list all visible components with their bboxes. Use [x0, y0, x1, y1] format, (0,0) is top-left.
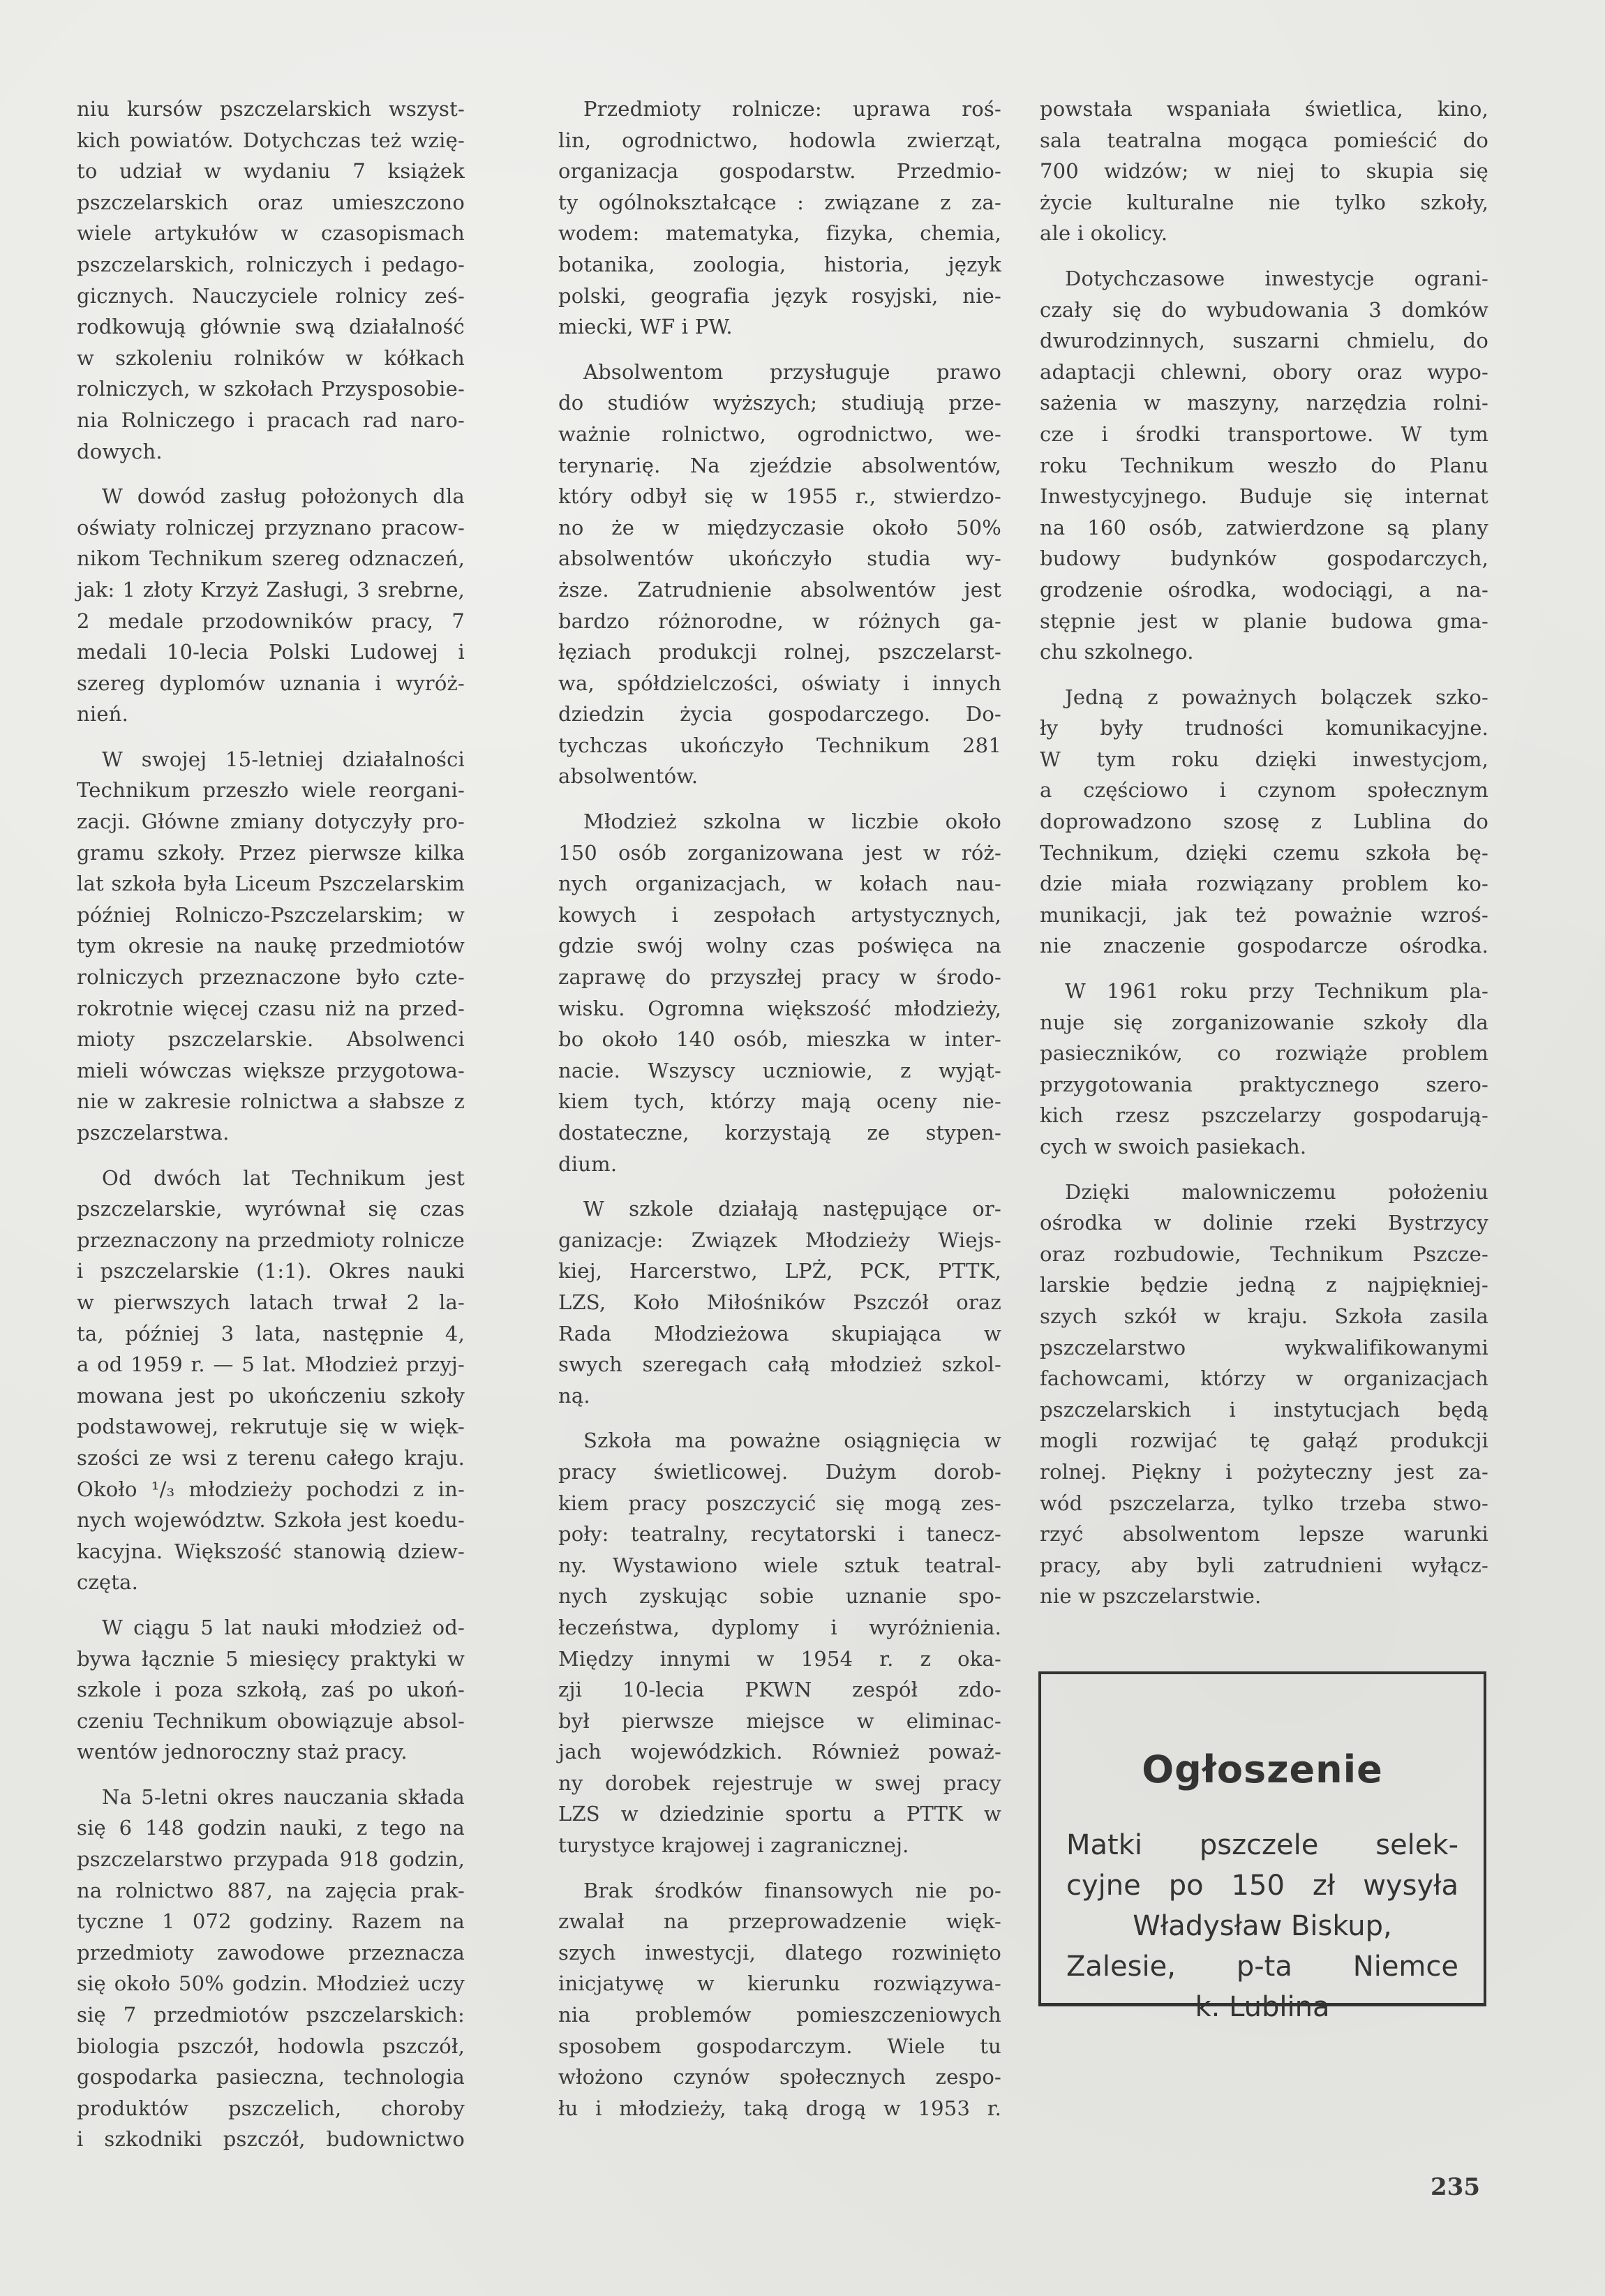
text-line: jach wojewódzkich. Również poważ- [558, 1740, 1001, 1764]
text-line: 700 widzów; w niej to skupia się [1040, 159, 1488, 184]
text-line: szereg dyplomów uznania i wyróż- [77, 671, 465, 695]
text-line: czały się do wybudowania 3 domków [1040, 297, 1488, 322]
text-line: jak: 1 złoty Krzyż Zasługi, 3 srebrne, [77, 577, 465, 602]
text-line: rolnej. Piękny i pożyteczny jest za- [1040, 1459, 1488, 1484]
text-line: W dowód zasług położonych dla [102, 484, 465, 509]
text-line: się około 50% godzin. Młodzież uczy [77, 1971, 465, 1996]
text-line: czeniu Technikum obowiązuje absol- [77, 1708, 465, 1733]
text-line: organizacja gospodarstw. Przedmio- [558, 159, 1001, 184]
text-line: kich rzesz pszczelarzy gospodarują- [1040, 1103, 1488, 1128]
text-line: Rada Młodzieżowa skupiająca w [558, 1321, 1001, 1345]
text-line: kiem pracy poszczycić się mogą zes- [558, 1491, 1001, 1515]
text-line: stępnie jest w planie budowa gma- [1040, 609, 1488, 633]
text-line: pszczelarskie, wyrównał się czas [77, 1197, 465, 1221]
text-line: W ciągu 5 lat nauki młodzież od- [102, 1615, 465, 1639]
text-line: na 160 osób, zatwierdzone są plany [1040, 515, 1488, 539]
text-line: rodkowują głównie swą działalność [77, 315, 465, 339]
text-line: sala teatralna mogąca pomieścić do [1040, 128, 1488, 152]
text-line: mieli wówczas większe przygotowa- [77, 1058, 465, 1082]
text-line: nuje się zorganizowanie szkoły dla [1040, 1010, 1488, 1034]
text-line: tychczas ukończyło Technikum 281 [558, 733, 1001, 757]
text-line: Między innymi w 1954 r. z oka- [558, 1646, 1001, 1671]
text-line: nych województw. Szkoła jest koedu- [77, 1508, 465, 1533]
text-line: tyczne 1 072 godziny. Razem na [77, 1909, 465, 1934]
paragraph [77, 481, 465, 730]
text-line: inicjatywę w kierunku rozwiązywa- [558, 1971, 1001, 1996]
text-line: Na 5-letni okres nauczania składa [102, 1784, 465, 1809]
text-line: Młodzież szkolna w liczbie około [583, 810, 1001, 834]
text-line: ły były trudności komunikacyjne. [1040, 716, 1488, 740]
text-line: Brak środków finansowych nie po- [583, 1878, 1001, 1902]
text-line: dzie miała rozwiązany problem ko- [1040, 872, 1488, 896]
text-line: dowych. [77, 439, 163, 463]
text-line: szkole i poza szkołą, zaś po ukoń- [77, 1678, 465, 1702]
text-line: łu i młodzieży, taką drogą w 1953 r. [558, 2096, 1001, 2120]
text-line: bardzo różnorodne, w różnych ga- [558, 609, 1001, 633]
text-line: chu szkolnego. [1040, 640, 1194, 664]
page-number: 235 [1431, 2173, 1480, 2201]
text-line: był pierwsze miejsce w eliminac- [558, 1708, 1001, 1733]
announcement-box [1038, 1671, 1486, 2023]
text-line: terynarię. Na zjeździe absolwentów, [558, 453, 1001, 477]
text-line: rolniczych przeznaczone było czte- [77, 965, 465, 990]
text-line: budowy budynków gospodarczych, [1040, 546, 1488, 571]
text-line: swych szeregach całą młodzież szkol- [558, 1352, 1001, 1377]
text-line: Inwestycyjnego. Buduje się internat [1040, 484, 1488, 509]
text-line: oraz rozbudowie, Technikum Pszcze- [1040, 1242, 1488, 1266]
text-line: gdzie swój wolny czas poświęca na [558, 934, 1001, 958]
text-line: ważnie rolnictwo, ogrodnictwo, we- [558, 422, 1001, 446]
text-line: który odbył się w 1955 r., stwierdzo- [558, 484, 1001, 509]
text-line: życie kulturalne nie tylko szkoły, [1040, 190, 1488, 214]
text-line: kiej, Harcerstwo, LPŻ, PCK, PTTK, [558, 1259, 1001, 1283]
text-line: ższe. Zatrudnienie absolwentów jest [558, 577, 1001, 602]
text-line: poły: teatralny, recytatorski i tanecz- [558, 1522, 1001, 1546]
text-line: a częściowo i czynom społecznym [1040, 778, 1488, 803]
text-line: ta, później 3 lata, następnie 4, [77, 1321, 465, 1345]
text-line: roku Technikum weszło do Planu [1040, 453, 1488, 477]
text-line: mioty pszczelarskie. Absolwenci [77, 1027, 465, 1052]
text-line: nia problemów pomieszczeniowych [558, 2003, 1001, 2027]
text-line: nych zyskując sobie uznanie spo- [558, 1584, 1001, 1609]
text-line: wentów jednoroczny staż pracy. [77, 1740, 408, 1764]
text-line: pszczelarstwo przypada 918 godzin, [77, 1847, 465, 1872]
text-line: gramu szkoły. Przez pierwsze kilka [77, 840, 465, 865]
text-line: dziedzin życia gospodarczego. Do- [558, 702, 1001, 726]
paragraph [558, 806, 1001, 1179]
text-line: Szkoła ma poważne osiągnięcia w [583, 1429, 1001, 1453]
text-line: W szkole działają następujące or- [583, 1197, 1001, 1221]
paragraph [1040, 976, 1488, 1163]
text-line: ośrodka w dolinie rzeki Bystrzycy [1040, 1211, 1488, 1235]
announcement-line: Matki pszczele selek- [1066, 1829, 1458, 1861]
text-line: Około ¹/₃ młodzieży pochodzi z in- [77, 1477, 465, 1501]
text-line: nień. [77, 702, 129, 726]
text-line: mogli rozwijać tę gałąź produkcji [1040, 1429, 1488, 1453]
text-line: Technikum, dzięki czemu szkoła bę- [1040, 840, 1488, 865]
text-line: pracy świetlicowej. Dużym dorob- [558, 1459, 1001, 1484]
paragraph [1040, 94, 1488, 249]
article-column-2 [558, 94, 1001, 2138]
text-line: LZS w dziedzinie sportu a PTTK w [558, 1802, 1001, 1826]
text-line: mowana jest po ukończeniu szkoły [77, 1383, 465, 1408]
text-line: nie w zakresie rolnictwa a słabsze z [77, 1089, 465, 1114]
text-line: produktów pszczelich, choroby [77, 2096, 465, 2120]
text-line: bo około 140 osób, mieszka w inter- [558, 1027, 1001, 1052]
text-line: kich powiatów. Dotychczas też wzię- [77, 128, 465, 152]
text-line: się 7 przedmiotów pszczelarskich: [77, 2003, 465, 2027]
text-line: Technikum przeszło wiele reorgani- [77, 778, 465, 803]
text-line: pszczelarstwa. [77, 1121, 230, 1145]
text-line: ną. [558, 1383, 590, 1408]
text-line: munikacji, jak też poważnie wzroś- [1040, 902, 1488, 927]
text-line: a od 1959 r. — 5 lat. Młodzież przyj- [77, 1352, 465, 1377]
text-line: botanika, zoologia, historia, język [558, 252, 1001, 276]
text-line: do studiów wyższych; studiują prze- [558, 391, 1001, 415]
text-line: LZS, Koło Miłośników Pszczół oraz [558, 1290, 1001, 1314]
text-line: niu kursów pszczelarskich wszyst- [77, 97, 465, 121]
text-line: dium. [558, 1151, 618, 1176]
text-line: ny. Wystawiono wiele sztuk teatral- [558, 1553, 1001, 1577]
text-line: się 6 148 godzin nauki, z tego na [77, 1816, 465, 1840]
paragraph [77, 1782, 465, 2155]
paragraph [558, 1193, 1001, 1411]
text-line: kowych i zespołach artystycznych, [558, 902, 1001, 927]
text-line: powstała wspaniała świetlica, kino, [1040, 97, 1488, 121]
text-line: nacie. Wszyscy uczniowie, z wyjąt- [558, 1058, 1001, 1082]
text-line: przedmioty zawodowe przeznacza [77, 1940, 465, 1965]
text-line: to udział w wydaniu 7 książek [77, 159, 465, 184]
text-line: pasieczników, co rozwiąże problem [1040, 1041, 1488, 1066]
text-line: W tym roku dzięki inwestycjom, [1040, 747, 1488, 771]
text-line: wisku. Ogromna większość młodzieży, [558, 996, 1001, 1020]
paragraph [558, 94, 1001, 343]
text-line: sażenia w maszyny, narzędzia rolni- [1040, 391, 1488, 415]
text-line: ale i okolicy. [1040, 221, 1168, 246]
text-line: pszczelarstwo wykwalifikowanymi [1040, 1335, 1488, 1359]
text-line: wiele artykułów w czasopismach [77, 221, 465, 246]
announcement-line: k. Lublina [1195, 1991, 1330, 2023]
text-line: gicznych. Nauczyciele rolnicy ześ- [77, 283, 465, 308]
text-line: łeczeństwa, dyplomy i wyróżnienia. [558, 1615, 1001, 1639]
text-line: kacyjna. Większość stanowią dziew- [77, 1539, 465, 1563]
text-line: lin, ogrodnictwo, hodowla zwierząt, [558, 128, 1001, 152]
paragraph [558, 1875, 1001, 2124]
text-line: Od dwóch lat Technikum jest [102, 1165, 465, 1190]
text-line: nie znaczenie gospodarcze ośrodka. [1040, 934, 1488, 958]
text-line: kiem tych, którzy mają oceny nie- [558, 1089, 1001, 1114]
text-line: pszczelarskich oraz umieszczono [77, 190, 465, 214]
text-line: no że w międzyczasie około 50% [558, 515, 1001, 539]
paragraph [77, 744, 465, 1149]
text-line: łęziach produkcji rolnej, pszczelarst- [558, 640, 1001, 664]
paragraph [558, 357, 1001, 792]
text-line: oświaty rolniczej przyznano pracow- [77, 515, 465, 539]
text-line: ty ogólnokształcące : związane z za- [558, 190, 1001, 214]
text-line: lat szkoła była Liceum Pszczelarskim [77, 872, 465, 896]
text-line: rolniczych, w szkołach Przysposobie- [77, 377, 465, 401]
announcement-title: Ogłoszenie [1142, 1747, 1383, 1791]
text-line: W 1961 roku przy Technikum pla- [1065, 979, 1488, 1004]
text-line: turystyce krajowej i zagranicznej. [558, 1833, 909, 1858]
text-line: pracy, aby byli zatrudnieni wyłącz- [1040, 1553, 1488, 1577]
text-line: wód pszczelarza, tylko trzeba stwo- [1040, 1491, 1488, 1515]
text-line: adaptacji chlewni, obory oraz wypo- [1040, 359, 1488, 384]
paragraph [558, 1425, 1001, 1861]
text-line: grodzenie ośrodka, wodociągi, a na- [1040, 577, 1488, 602]
text-line: rzyć absolwentom lepsze warunki [1040, 1522, 1488, 1546]
text-line: podstawowej, rekrutuje się w więk- [77, 1415, 465, 1439]
text-line: częta. [77, 1570, 139, 1595]
text-line: i szkodniki pszczół, budownictwo [77, 2127, 465, 2152]
text-line: przygotowania praktycznego szero- [1040, 1072, 1488, 1096]
announcement-line: Zalesie, p-ta Niemce [1066, 1951, 1458, 1983]
text-line: polski, geografia język rosyjski, nie- [558, 283, 1001, 308]
text-line: 150 osób zorganizowana jest w róż- [558, 840, 1001, 865]
text-line: cze i środki transportowe. W tym [1040, 422, 1488, 446]
text-line: cych w swoich pasiekach. [1040, 1135, 1307, 1158]
paragraph [1040, 1177, 1488, 1612]
paragraph [77, 1612, 465, 1768]
text-line: bywa łącznie 5 miesięcy praktyki w [77, 1646, 465, 1671]
text-line: wodem: matematyka, fizyka, chemia, [558, 221, 1001, 246]
text-line: nia Rolniczego i pracach rad naro- [77, 408, 465, 432]
text-line: szych inwestycji, dlatego rozwinięto [558, 1940, 1001, 1965]
text-line: Dotychczasowe inwestycje ograni- [1065, 266, 1488, 290]
text-line: zwalał na przeprowadzenie więk- [558, 1909, 1001, 1934]
text-line: 2 medale przodowników pracy, 7 [77, 609, 465, 633]
text-line: absolwentów. [558, 764, 699, 789]
text-line: później Rolniczo-Pszczelarskim; w [77, 902, 465, 927]
text-line: Dzięki malowniczemu położeniu [1065, 1179, 1488, 1204]
announcement-body [1066, 1825, 1458, 2027]
text-line: rokrotnie więcej czasu niż na przed- [77, 996, 465, 1020]
article-column-1 [77, 94, 465, 2169]
text-line: W swojej 15-letniej działalności [102, 747, 465, 771]
text-line: sposobem gospodarczym. Wiele tu [558, 2034, 1001, 2058]
text-line: zaprawę do przyszłej pracy w środo- [558, 965, 1001, 990]
paragraph [1040, 263, 1488, 668]
text-line: dwurodzinnych, suszarni chmielu, do [1040, 329, 1488, 353]
text-line: gospodarka pasieczna, technologia [77, 2065, 465, 2089]
text-line: tym okresie na naukę przedmiotów [77, 934, 465, 958]
text-line: ganizacje: Związek Młodzieży Wiejs- [558, 1228, 1001, 1252]
text-line: i pszczelarskie (1:1). Okres nauki [77, 1259, 465, 1283]
text-line: Absolwentom przysługuje prawo [583, 359, 1001, 384]
article-column-3 [1040, 94, 1488, 1626]
text-line: medali 10-lecia Polski Ludowej i [77, 640, 465, 664]
text-line: nych organizacjach, w kołach nau- [558, 872, 1001, 896]
text-line: włożono czynów społecznych zespo- [558, 2065, 1001, 2089]
text-line: szych szkół w kraju. Szkoła zasila [1040, 1304, 1488, 1328]
paragraph [1040, 682, 1488, 962]
text-line: pszczelarskich i instytucjach będą [1040, 1397, 1488, 1422]
text-line: pszczelarskich, rolniczych i pedago- [77, 252, 465, 276]
text-line: ny dorobek rejestruje w swej pracy [558, 1771, 1001, 1795]
text-line: zji 10-lecia PKWN zespół zdo- [558, 1678, 1001, 1702]
text-line: w pierwszych latach trwał 2 la- [77, 1290, 465, 1314]
text-line: Jedną z poważnych bolączek szko- [1065, 685, 1488, 709]
text-line: biologia pszczół, hodowla pszczół, [77, 2034, 465, 2058]
text-line: miecki, WF i PW. [558, 315, 733, 339]
text-line: zacji. Główne zmiany dotyczyły pro- [77, 810, 465, 834]
paragraph [77, 94, 465, 467]
text-line: Przedmioty rolnicze: uprawa roś- [583, 97, 1001, 121]
text-line: przeznaczony na przedmioty rolnicze [77, 1228, 465, 1252]
text-line: doprowadzono szosę z Lublina do [1040, 810, 1488, 834]
paragraph [77, 1163, 465, 1598]
text-line: w szkoleniu rolników w kółkach [77, 345, 465, 370]
text-line: absolwentów ukończyło studia wy- [558, 546, 1001, 571]
announcement-line: cyjne po 150 zł wysyła [1066, 1870, 1458, 1902]
text-line: fachowcami, którzy w organizacjach [1040, 1366, 1488, 1391]
text-line: larskie będzie jedną z najpiękniej- [1040, 1273, 1488, 1297]
text-line: szości ze wsi z terenu całego kraju. [77, 1445, 465, 1470]
text-line: nikom Technikum szereg odznaczeń, [77, 546, 465, 571]
text-line: dostateczne, korzystają ze stypen- [558, 1121, 1001, 1145]
announcement-line: Władysław Biskup, [1133, 1910, 1392, 1942]
text-line: wa, spółdzielczości, oświaty i innych [558, 671, 1001, 695]
text-line: nie w pszczelarstwie. [1040, 1584, 1262, 1609]
text-line: na rolnictwo 887, na zajęcia prak- [77, 1878, 465, 1902]
